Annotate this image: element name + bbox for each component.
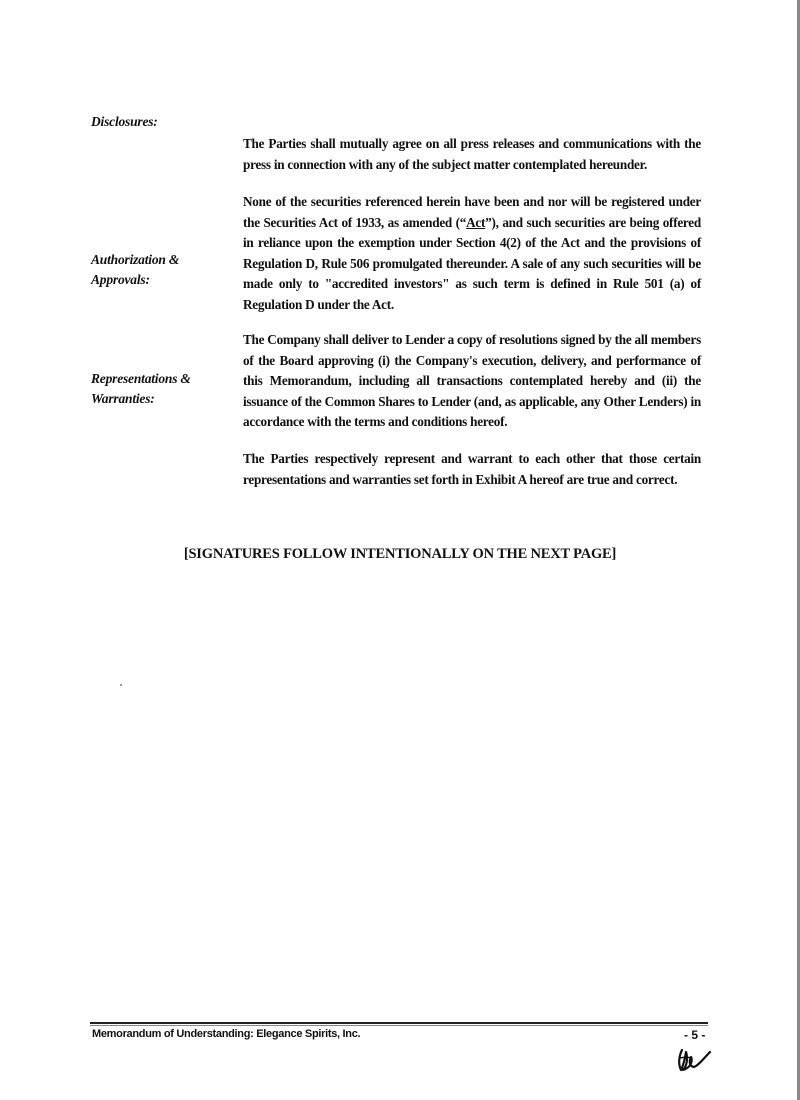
paragraph-representations: The Parties respectively represent and warrant to each other that those certain representations and warranties set forth in Exhibit A hereof are true and correct. bbox=[243, 451, 701, 487]
label-disclosures-text: Disclosures: bbox=[91, 114, 158, 129]
handwritten-initials-icon bbox=[674, 1044, 714, 1074]
footer-rule-secondary bbox=[90, 1025, 708, 1026]
paragraph-securities bbox=[243, 192, 701, 315]
footer-page-number: - 5 - bbox=[684, 1028, 706, 1042]
securities-act-term: Act bbox=[466, 214, 486, 230]
signatures-notice: [SIGNATURES FOLLOW INTENTIONALLY ON THE NEXT PAGE] bbox=[183, 546, 617, 562]
securities-text-part2: ”), and such securities are being offered in reliance upon the exemption under Section 4(2) of the Act and the provisions of Regulation D, Rule 506 promulgated thereunder. A sale of any such securities will be made only to "accredited investors" as such term is defined in Rule 501 (a) of Regulation D under the Act. bbox=[243, 214, 701, 312]
footer-rule bbox=[90, 1022, 708, 1024]
scan-speck bbox=[120, 684, 122, 686]
paragraph-board-resolutions: The Company shall deliver to Lender a copy of resolutions signed by the all members of the Board approving (i) the Company's execution, delivery, and performance of this Memorandum, including all transactions contemplated hereby and (ii) the issuance of the Common Shares to Lender (and, as applicable, any Other Lenders) in accordance with the terms and conditions hereof. bbox=[243, 332, 701, 429]
paragraph-press-releases: The Parties shall mutually agree on all press releases and communications with the press in connection with any of the subject matter contemplated hereunder. bbox=[243, 136, 701, 172]
label-authorization-line2: Approvals: bbox=[91, 272, 150, 287]
footer-document-title: Memorandum of Understanding: Elegance Spirits, Inc. bbox=[92, 1028, 361, 1040]
label-representations-warranties bbox=[91, 369, 191, 409]
label-authorization-approvals bbox=[91, 250, 179, 290]
label-disclosures bbox=[91, 112, 158, 132]
label-representations-line1: Representations & bbox=[91, 371, 191, 386]
label-authorization-line1: Authorization & bbox=[91, 252, 180, 267]
securities-text-part1: None of the securities referenced herein have been and nor will be registered under the Securities Act of 1933, as amended (“ bbox=[243, 194, 701, 230]
label-representations-line2: Warranties: bbox=[91, 391, 155, 406]
